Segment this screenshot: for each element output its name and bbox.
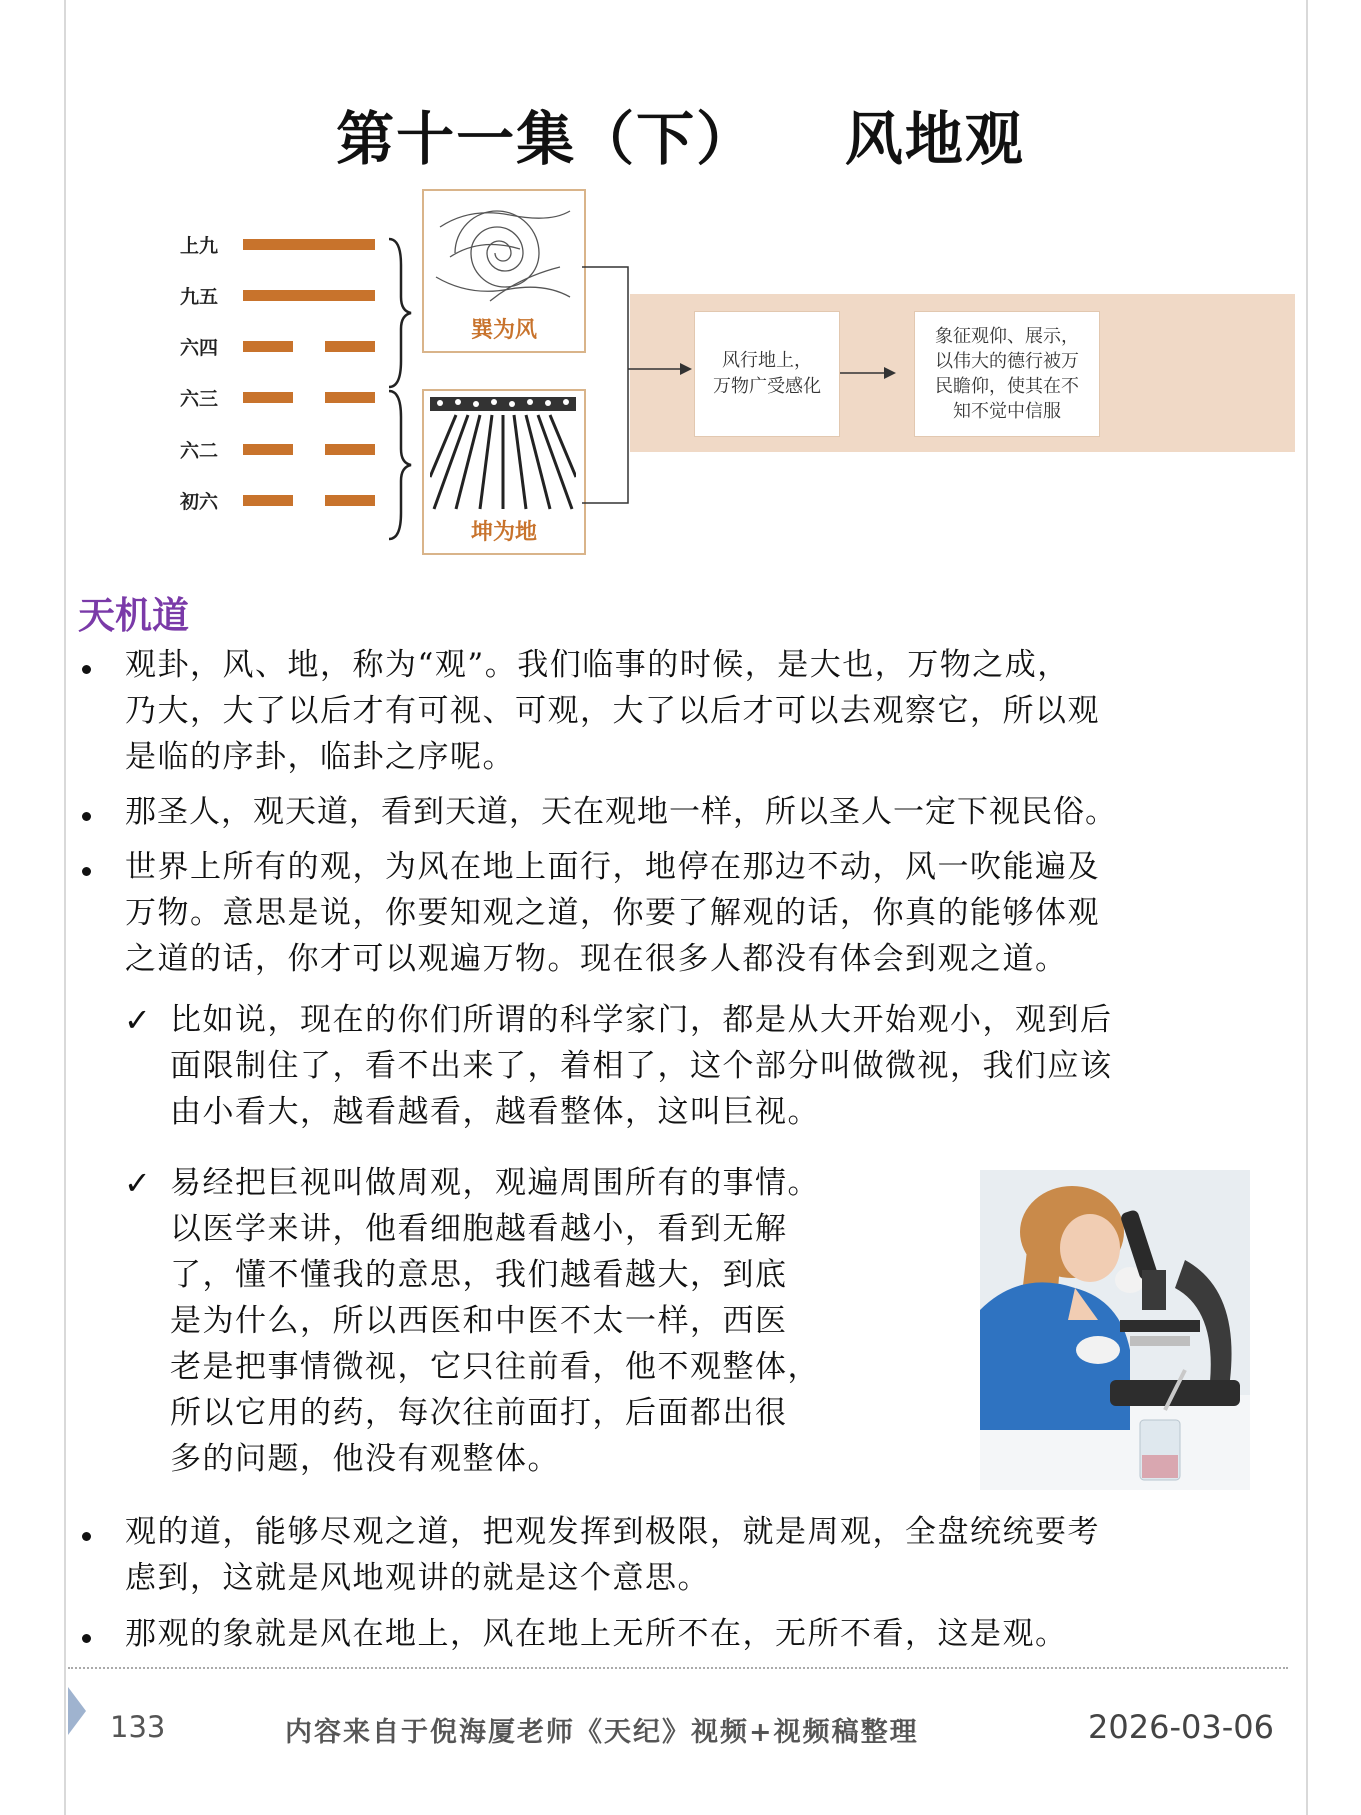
- brace-icon: [385, 235, 415, 545]
- bullet-paragraph: [125, 642, 1305, 780]
- page-title: 第十一集（下） 风地观: [336, 105, 1025, 173]
- yao-label: 六四: [180, 337, 219, 359]
- box1-line: 风行地上，: [722, 350, 812, 371]
- bullet-dot: [82, 1634, 91, 1643]
- box1-line: 万物广受感化: [713, 376, 821, 397]
- text-line: 以医学来讲，他看细胞越看越小，看到无解: [170, 1211, 788, 1247]
- text-line: 多的问题，他没有观整体。: [170, 1441, 560, 1477]
- yang-line: [243, 239, 375, 250]
- yin-line-right: [325, 392, 375, 403]
- check-icon: ✓: [124, 1164, 151, 1202]
- text-line: 由小看大，越看越看，越看整体，这叫巨视。: [170, 1094, 820, 1130]
- microscope-photo: [980, 1170, 1250, 1490]
- wind-icon: [430, 197, 576, 309]
- yao-label: 六三: [180, 388, 219, 410]
- box2-line: 以伟大的德行被万: [935, 351, 1079, 372]
- footer-date: 2026-03-06: [1088, 1708, 1274, 1746]
- box2-line: 象征观仰、展示，: [935, 326, 1079, 347]
- bullet-dot: [82, 812, 91, 821]
- yin-line-left: [243, 444, 293, 455]
- lower-trigram-label: 坤为地: [470, 520, 537, 545]
- check-paragraph: [170, 997, 1310, 1135]
- scientist-microscope-icon: [980, 1170, 1250, 1490]
- yao-label: 上九: [180, 235, 219, 257]
- yao-label: 九五: [180, 286, 219, 308]
- yin-line-right: [325, 495, 375, 506]
- text-line: 那观的象就是风在地上，风在地上无所不在，无所不看，这是观。: [125, 1616, 1068, 1652]
- box2-line: 民瞻仰，使其在不: [935, 376, 1079, 397]
- yin-line-right: [325, 341, 375, 352]
- text-line: 虑到，这就是风地观讲的就是这个意思。: [125, 1560, 710, 1596]
- yao-label: 六二: [180, 440, 219, 462]
- bullet-dot: [82, 867, 91, 876]
- text-line: 了，懂不懂我的意思，我们越看越大，到底: [170, 1257, 788, 1293]
- result-box-2: [914, 311, 1100, 437]
- arrow-icon: [840, 365, 900, 381]
- text-line: 老是把事情微视，它只往前看，他不观整体，: [170, 1349, 820, 1385]
- page-border-left: [64, 0, 66, 1815]
- lower-trigram-box: [422, 389, 586, 555]
- check-paragraph: [170, 1160, 970, 1482]
- source-note: 内容来自于倪海厦老师《天纪》视频+视频稿整理: [285, 1717, 919, 1748]
- upper-trigram-label: 巽为风: [470, 318, 537, 343]
- upper-trigram-box: [422, 189, 586, 353]
- text-line: 是为什么，所以西医和中医不太一样，西医: [170, 1303, 788, 1339]
- section-title: 天机道: [78, 594, 189, 637]
- page-number: 133: [110, 1710, 166, 1744]
- text-line: 那圣人，观天道，看到天道，天在观地一样，所以圣人一定下视民俗。: [125, 794, 1117, 830]
- text-line: 观的道，能够尽观之道，把观发挥到极限，就是周观，全盘统统要考: [125, 1514, 1100, 1550]
- check-icon: ✓: [124, 1001, 151, 1039]
- text-line: 是临的序卦，临卦之序呢。: [125, 739, 515, 775]
- box2-line: 知不觉中信服: [953, 401, 1061, 422]
- yang-line: [243, 290, 375, 301]
- bullet-paragraph: [125, 1611, 1305, 1657]
- earth-field-icon: [430, 397, 576, 511]
- bullet-dot: [82, 1532, 91, 1541]
- yin-line-left: [243, 495, 293, 506]
- yin-line-left: [243, 341, 293, 352]
- text-line: 乃大，大了以后才有可视、可观，大了以后才可以去观察它，所以观: [125, 693, 1100, 729]
- text-line: 所以它用的药，每次往前面打，后面都出很: [170, 1395, 788, 1431]
- footer-divider: [68, 1667, 1288, 1669]
- text-line: 世界上所有的观，为风在地上面行，地停在那边不动，风一吹能遍及: [125, 849, 1100, 885]
- text-line: 万物。意思是说，你要知观之道，你要了解观的话，你真的能够体观: [125, 895, 1100, 931]
- hexagram-diagram: [180, 185, 1130, 570]
- text-line: 之道的话，你才可以观遍万物。现在很多人都没有体会到观之道。: [125, 941, 1068, 977]
- yin-line-right: [325, 444, 375, 455]
- bullet-paragraph: [125, 844, 1305, 982]
- yao-label: 初六: [180, 491, 219, 513]
- page-border-right: [1306, 0, 1308, 1815]
- bullet-paragraph: [125, 1509, 1305, 1601]
- footer-triangle-icon: [66, 1685, 90, 1737]
- text-line: 比如说，现在的你们所谓的科学家门，都是从大开始观小，观到后: [170, 1002, 1113, 1038]
- result-box-1: [694, 311, 840, 437]
- text-line: 易经把巨视叫做周观，观遍周围所有的事情。: [170, 1165, 820, 1201]
- text-line: 观卦，风、地，称为“观”。我们临事的时候，是大也，万物之成，: [125, 647, 1070, 683]
- text-line: 面限制住了，看不出来了，着相了，这个部分叫做微视，我们应该: [170, 1048, 1113, 1084]
- bullet-dot: [82, 665, 91, 674]
- yin-line-left: [243, 392, 293, 403]
- bullet-paragraph: [125, 789, 1315, 835]
